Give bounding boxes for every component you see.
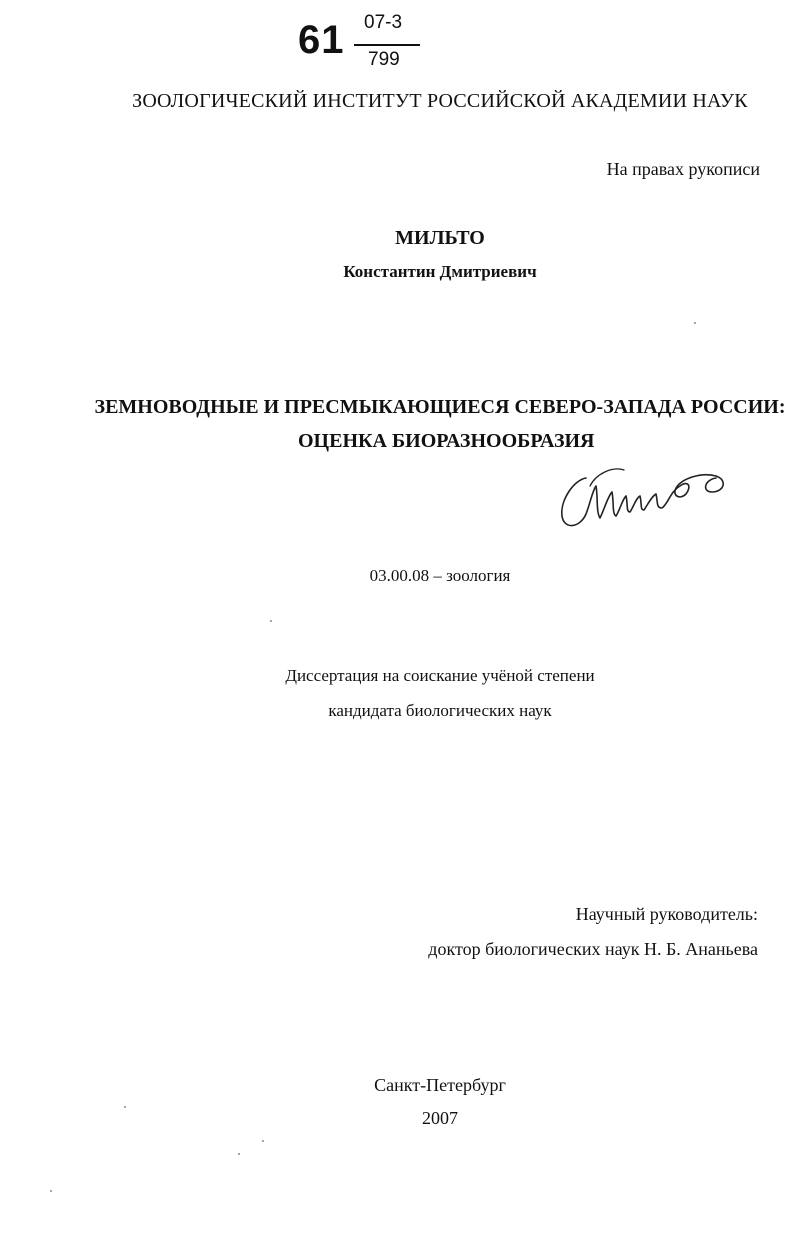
author-surname: МИЛЬТО <box>395 227 485 249</box>
city: Санкт-Петербург <box>374 1075 506 1095</box>
supervisor-label: Научный руководитель: <box>575 904 758 924</box>
degree-line-2: кандидата биологических наук <box>328 701 552 720</box>
year: 2007 <box>422 1108 458 1128</box>
thesis-title-line-2: ОЦЕНКА БИОРАЗНООБРАЗИЯ <box>298 430 595 452</box>
stamp-number: 61 <box>298 18 345 62</box>
signature-handwritten <box>556 456 756 534</box>
stamp-denominator: 799 <box>368 49 400 70</box>
scan-speck <box>238 1153 240 1155</box>
scan-speck <box>124 1106 126 1108</box>
author-given-names: Константин Дмитриевич <box>343 262 537 281</box>
thesis-title-line-1: ЗЕМНОВОДНЫЕ И ПРЕСМЫКАЮЩИЕСЯ СЕВЕРО-ЗАПАДА РОССИИ: <box>94 396 786 418</box>
institute-name: ЗООЛОГИЧЕСКИЙ ИНСТИТУТ РОССИЙСКОЙ АКАДЕМИИ НАУК <box>132 90 748 112</box>
stamp-numerator: 07-3 <box>364 12 403 33</box>
scan-speck <box>270 620 272 622</box>
degree-line-1: Диссертация на соискание учёной степени <box>285 666 595 685</box>
specialty-code: 03.00.08 – зоология <box>369 566 511 585</box>
supervisor-name: доктор биологических наук Н. Б. Ананьева <box>428 939 758 959</box>
scan-speck <box>694 322 696 324</box>
manuscript-rights: На правах рукописи <box>606 159 760 179</box>
stamp-fraction-line <box>354 44 420 46</box>
scan-speck <box>50 1190 52 1192</box>
scan-speck <box>262 1140 264 1142</box>
